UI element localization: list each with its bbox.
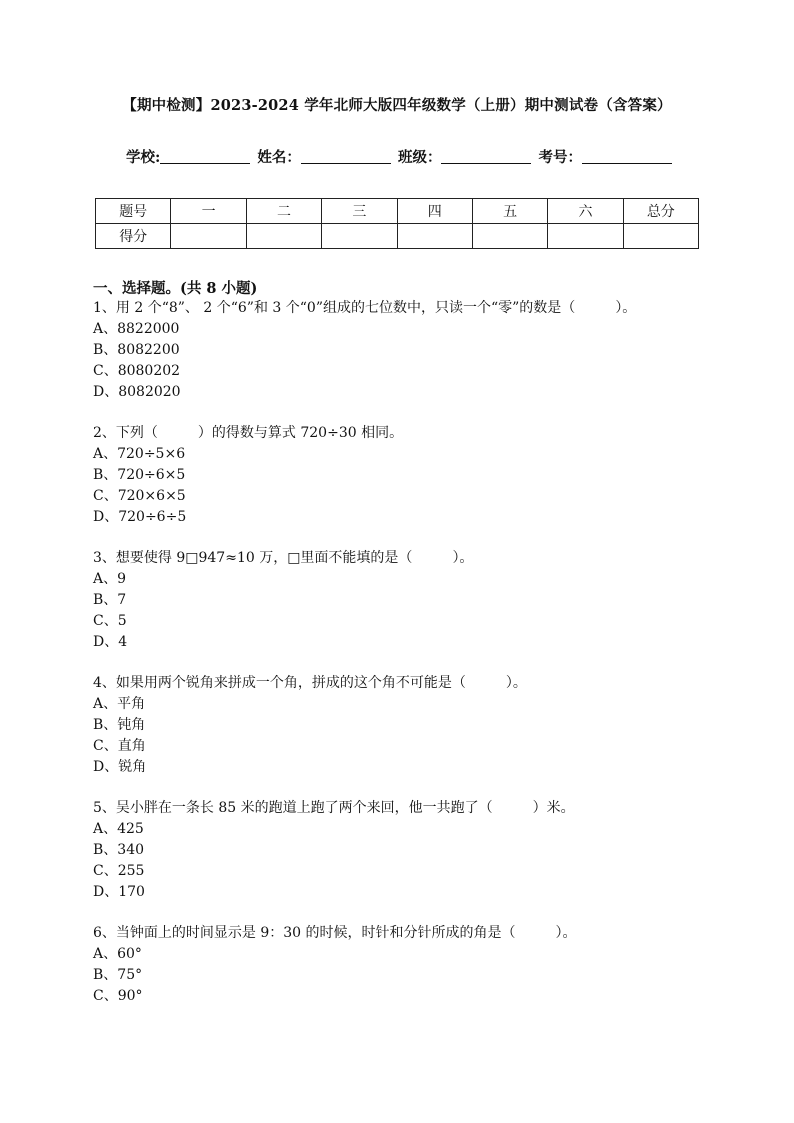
question-5	[93, 798, 713, 903]
question-stem	[93, 423, 713, 444]
option-a: A、425	[93, 821, 144, 837]
option-c: C、720×6×5	[93, 488, 186, 504]
option-b: B、75°	[93, 967, 143, 983]
option-a: A、720÷5×6	[93, 446, 186, 462]
stem-text: 5、吴小胖在一条长 85 米的跑道上跑了两个来回，他一共跑了（	[93, 800, 493, 816]
score-cell-6	[548, 224, 623, 249]
document-title: 【期中检测】2023-2024 学年北师大版四年级数学（上册）期中测试卷（含答案）	[122, 97, 672, 114]
header-cell-total: 总分	[623, 199, 698, 224]
question-stem	[93, 798, 713, 819]
option-c: C、255	[93, 863, 145, 879]
header-cell-2: 二	[246, 199, 321, 224]
option-c: C、直角	[93, 738, 146, 754]
option-b: B、7	[93, 592, 127, 608]
score-cell-total	[623, 224, 698, 249]
score-table-header-row	[96, 199, 699, 224]
header-cell-6: 六	[548, 199, 623, 224]
score-row-label: 得分	[96, 224, 171, 249]
stem-text-end: ）。	[452, 550, 474, 566]
score-table-score-row	[96, 224, 699, 249]
question-2	[93, 423, 713, 528]
class-blank	[441, 149, 531, 164]
student-info-line	[126, 146, 674, 167]
question-list	[93, 298, 713, 1027]
option-d: D、8082020	[93, 384, 181, 400]
option-c: C、90°	[93, 988, 143, 1004]
option-b: B、720÷6×5	[93, 467, 186, 483]
question-stem	[93, 548, 713, 569]
option-a: A、8822000	[93, 321, 180, 337]
school-label: 学校:	[126, 149, 161, 166]
header-cell-question-no: 题号	[96, 199, 171, 224]
question-3	[93, 548, 713, 653]
stem-text: 4、如果用两个锐角来拼成一个角，拼成的这个角不可能是（	[93, 675, 466, 691]
option-d: D、170	[93, 884, 145, 900]
exam-number-label: 考号：	[538, 149, 583, 166]
header-cell-4: 四	[397, 199, 472, 224]
score-cell-4	[397, 224, 472, 249]
class-label: 班级：	[397, 149, 442, 166]
option-b: B、8082200	[93, 342, 180, 358]
question-4	[93, 673, 713, 778]
school-blank	[160, 149, 250, 164]
name-label: 姓名：	[257, 149, 301, 166]
question-stem	[93, 923, 713, 944]
stem-text-end: ）米。	[532, 800, 575, 816]
stem-text-end: ）的得数与算式 720÷30 相同。	[197, 425, 404, 441]
score-cell-2	[246, 224, 321, 249]
question-1	[93, 298, 713, 403]
option-a: A、60°	[93, 946, 142, 962]
stem-text-end: ）。	[505, 675, 527, 691]
option-d: D、4	[93, 634, 128, 650]
exam-number-blank	[582, 149, 672, 164]
score-table	[95, 198, 699, 249]
stem-text: 2、下列（	[93, 425, 158, 441]
stem-text-end: ）。	[555, 925, 577, 941]
header-cell-1: 一	[171, 199, 246, 224]
option-c: C、8080202	[93, 363, 181, 379]
question-stem	[93, 298, 713, 319]
option-d: D、锐角	[93, 759, 147, 775]
name-blank	[301, 149, 391, 164]
stem-text: 6、当钟面上的时间显示是 9：30 的时候，时针和分针所成的角是（	[93, 925, 516, 941]
question-stem	[93, 673, 713, 694]
stem-text: 3、想要使得 9□947≈10 万，□里面不能填的是（	[93, 550, 413, 566]
option-a: A、9	[93, 571, 127, 587]
option-b: B、340	[93, 842, 145, 858]
score-cell-1	[171, 224, 246, 249]
score-cell-5	[472, 224, 547, 249]
header-cell-5: 五	[472, 199, 547, 224]
stem-text: 1、用 2 个“8”、 2 个“6”和 3 个“0”组成的七位数中，只读一个“零”的数是（	[93, 300, 576, 316]
option-a: A、平角	[93, 696, 146, 712]
option-c: C、5	[93, 613, 127, 629]
section-title: 一、选择题。(共 8 小题)	[93, 280, 258, 297]
stem-text-end: ）。	[615, 300, 637, 316]
header-cell-3: 三	[322, 199, 397, 224]
option-b: B、钝角	[93, 717, 146, 733]
score-cell-3	[322, 224, 397, 249]
option-d: D、720÷6÷5	[93, 509, 187, 525]
question-6	[93, 923, 713, 1007]
